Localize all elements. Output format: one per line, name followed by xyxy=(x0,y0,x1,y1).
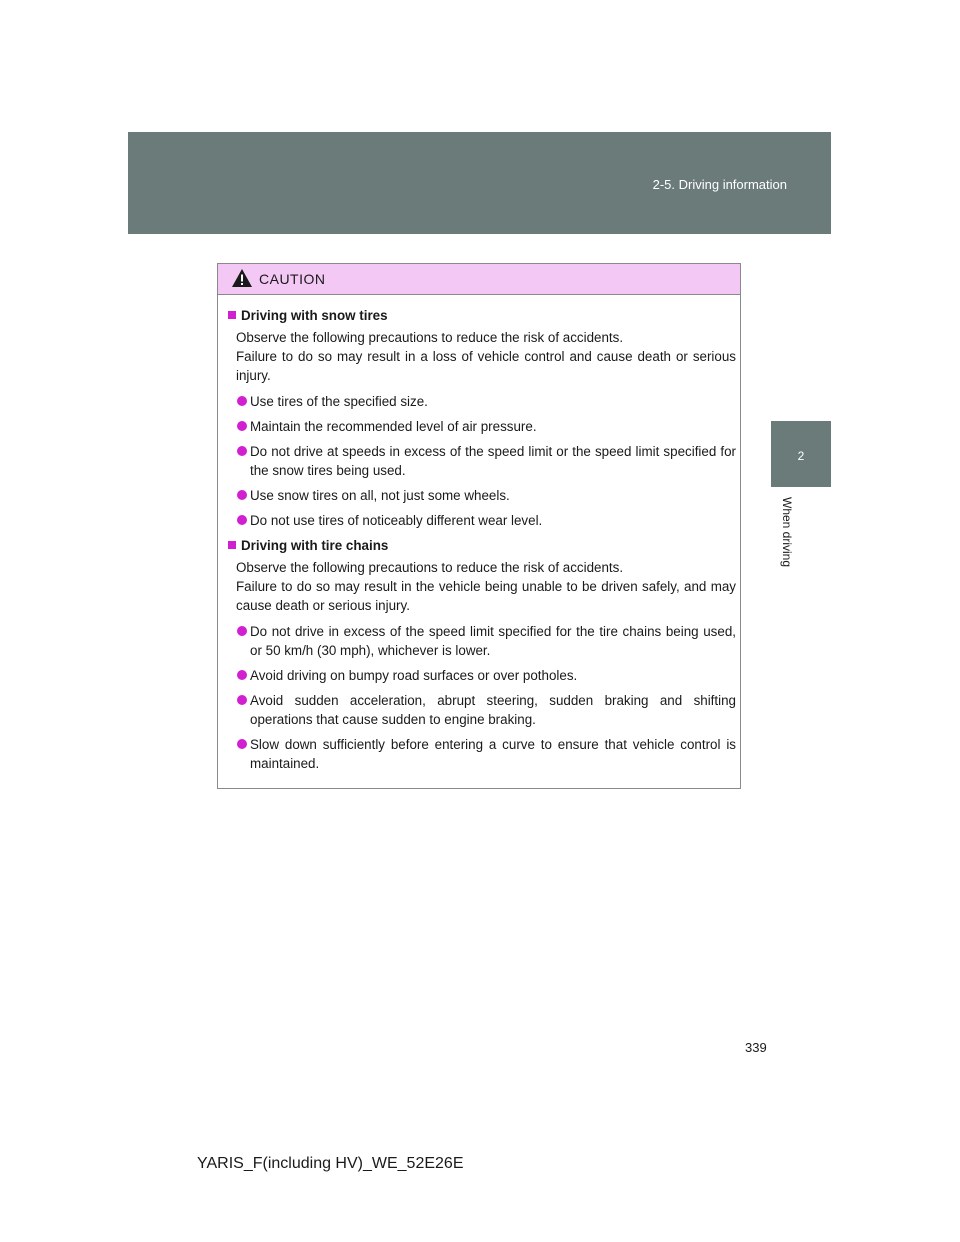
precaution-item-text: Use tires of the specified size. xyxy=(250,394,428,409)
round-bullet-icon xyxy=(237,670,247,680)
precaution-item-text: Use snow tires on all, not just some wheels. xyxy=(250,488,510,503)
precaution-item-text: Do not use tires of noticeably different wear level. xyxy=(250,513,543,528)
round-bullet-icon xyxy=(237,490,247,500)
chapter-number: 2 xyxy=(797,449,805,463)
caution-box xyxy=(217,263,741,789)
precaution-item-text: Avoid sudden acceleration, abrupt steering, sudden braking and shifting operations that cause sudden to engine braking. xyxy=(250,693,736,727)
caution-body xyxy=(218,295,740,779)
chapter-label-container xyxy=(780,497,798,581)
caution-title: CAUTION xyxy=(259,271,326,287)
square-bullet-icon xyxy=(228,541,236,549)
round-bullet-icon xyxy=(237,396,247,406)
section-intro xyxy=(228,558,736,615)
precaution-item xyxy=(228,691,736,729)
intro-sentence: Observe the following precautions to reduce the risk of accidents. xyxy=(236,560,624,575)
intro-sentence: Failure to do so may result in the vehicle being unable to be driven safely, and may cause death or serious injury. xyxy=(236,579,736,613)
precaution-list xyxy=(228,622,736,773)
precaution-item-text: Maintain the recommended level of air pressure. xyxy=(250,419,537,434)
precaution-item xyxy=(228,417,736,436)
section-intro xyxy=(228,328,736,385)
precaution-item xyxy=(228,392,736,411)
intro-sentence: Observe the following precautions to reduce the risk of accidents. xyxy=(236,330,624,345)
precaution-item xyxy=(228,735,736,773)
precaution-item xyxy=(228,511,736,530)
round-bullet-icon xyxy=(237,626,247,636)
precaution-item xyxy=(228,442,736,480)
document-code: YARIS_F(including HV)_WE_52E26E xyxy=(197,1155,464,1172)
intro-sentence: Failure to do so may result in a loss of vehicle control and cause death or serious injury. xyxy=(236,349,736,383)
precaution-item xyxy=(228,486,736,505)
precaution-item-text: Slow down sufficiently before entering a curve to ensure that vehicle control is maintained. xyxy=(250,737,736,771)
chapter-tab xyxy=(771,421,831,487)
header-bar xyxy=(128,132,831,234)
caution-section xyxy=(228,536,736,773)
page-number: 339 xyxy=(745,1040,767,1055)
section-heading-text: Driving with snow tires xyxy=(241,308,388,323)
precaution-item-text: Do not drive at speeds in excess of the speed limit or the speed limit specified for the snow tires being used. xyxy=(250,444,736,478)
round-bullet-icon xyxy=(237,446,247,456)
precaution-item-text: Do not drive in excess of the speed limit specified for the tire chains being used, or 50 km/h (30 mph), whichever is lower. xyxy=(250,624,736,658)
square-bullet-icon xyxy=(228,311,236,319)
caution-section xyxy=(228,306,736,530)
round-bullet-icon xyxy=(237,739,247,749)
section-heading-text: Driving with tire chains xyxy=(241,538,389,553)
precaution-list xyxy=(228,392,736,530)
precaution-item-text: Avoid driving on bumpy road surfaces or over potholes. xyxy=(250,668,578,683)
round-bullet-icon xyxy=(237,515,247,525)
section-heading xyxy=(228,536,736,555)
section-title: 2-5. Driving information xyxy=(652,177,787,192)
section-heading xyxy=(228,306,736,325)
warning-triangle-icon xyxy=(231,268,253,288)
chapter-label: When driving xyxy=(780,497,794,568)
round-bullet-icon xyxy=(237,695,247,705)
caution-header xyxy=(218,264,740,295)
round-bullet-icon xyxy=(237,421,247,431)
precaution-item xyxy=(228,622,736,660)
precaution-item xyxy=(228,666,736,685)
